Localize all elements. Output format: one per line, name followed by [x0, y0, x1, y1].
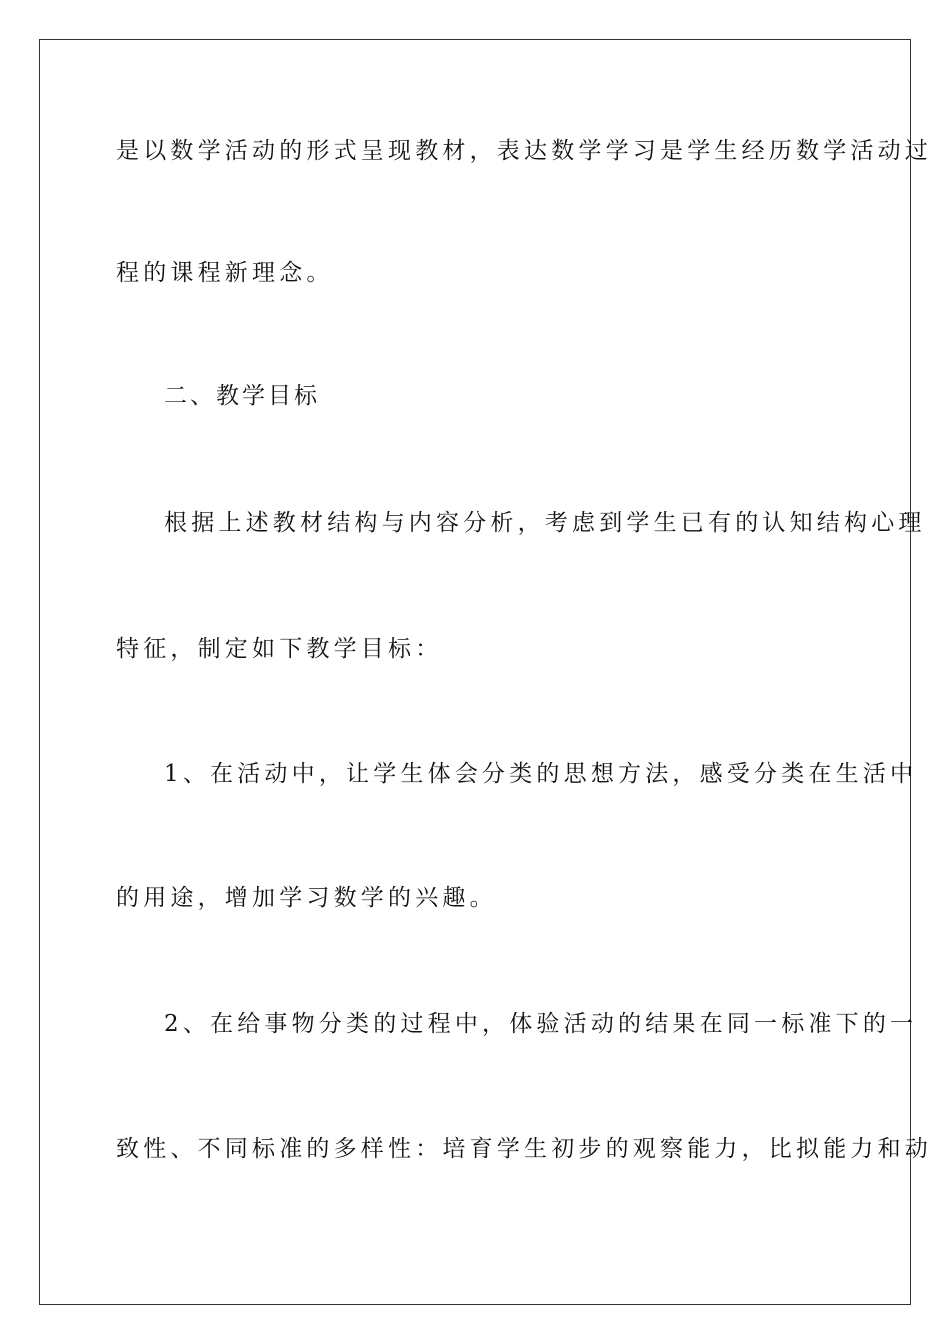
list-item-line: 致性、不同标准的多样性：培育学生初步的观察能力，比拟能力和动: [116, 1136, 932, 1162]
list-item-line: 2、在给事物分类的过程中，体验活动的结果在同一标准下的一: [164, 1011, 918, 1037]
body-text-line: 特征，制定如下教学目标：: [116, 636, 443, 662]
body-text-line: 根据上述教材结构与内容分析，考虑到学生已有的认知结构心理: [164, 510, 926, 536]
section-heading: 二、教学目标: [164, 383, 320, 409]
list-item-line: 的用途，增加学习数学的兴趣。: [116, 885, 497, 911]
body-text-line: 程的课程新理念。: [116, 260, 334, 286]
page-frame: [39, 39, 932, 1305]
list-item-line: 1、在活动中，让学生体会分类的思想方法，感受分类在生活中: [164, 761, 918, 787]
body-text-line: 是以数学活动的形式呈现教材，表达数学学习是学生经历数学活动过: [116, 138, 932, 164]
